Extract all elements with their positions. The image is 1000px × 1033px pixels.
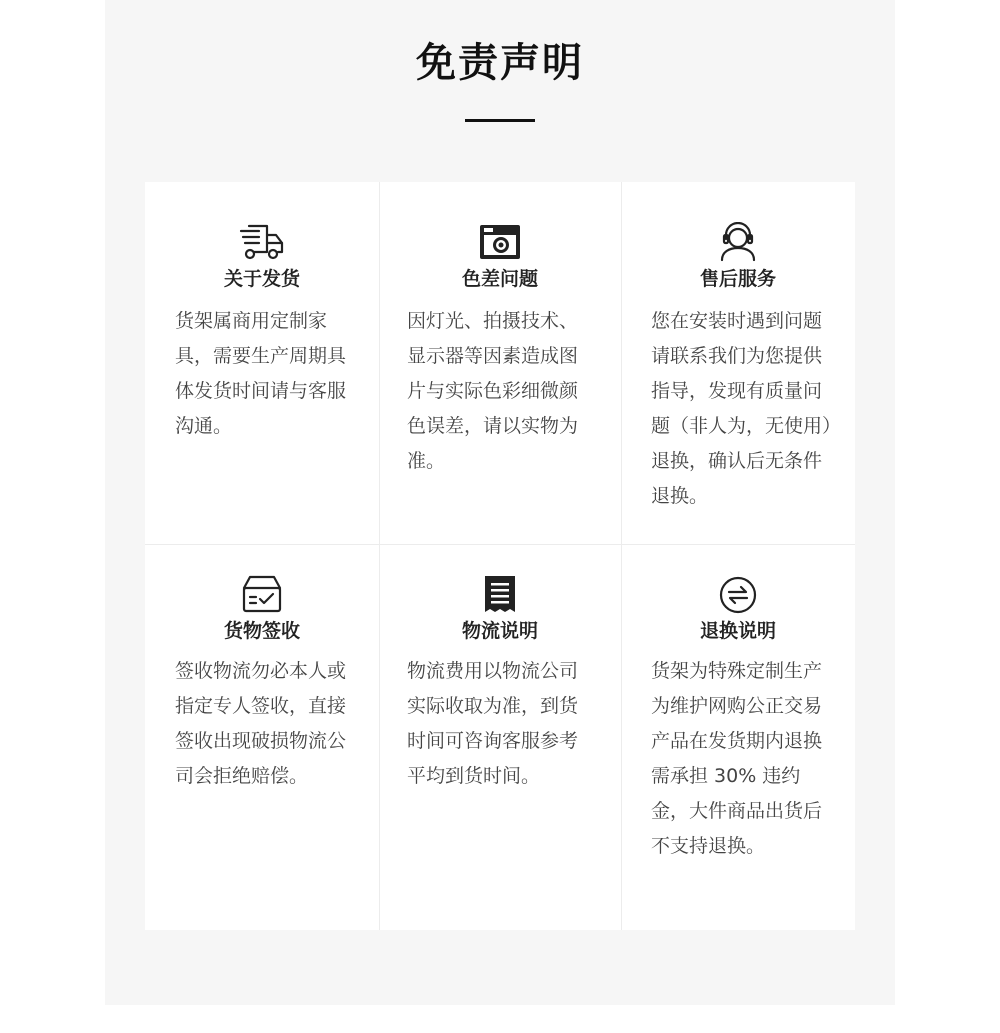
card-body: 您在安装时遇到问题请联系我们为您提供指导，发现有质量问题（非人为，无使用）退换，确认后无条件退换。 xyxy=(651,310,832,507)
card-title: 货物签收 xyxy=(223,620,300,642)
card-goods-receipt xyxy=(145,544,379,930)
card-body: 签收物流勿必本人或指定专人签收，直接签收出现破损物流公司会拒绝赔偿。 xyxy=(175,660,347,787)
card-color-difference xyxy=(379,182,621,544)
signed-box-icon xyxy=(145,574,379,618)
card-body: 物流费用以物流公司实际收取为准，到货时间可咨询客服参考平均到货时间。 xyxy=(407,660,579,787)
disclaimer-grid xyxy=(145,182,855,930)
card-title: 色差问题 xyxy=(461,268,538,290)
disclaimer-panel xyxy=(105,0,895,1005)
page-title: 免责声明 xyxy=(416,40,584,86)
card-title: 物流说明 xyxy=(461,620,538,642)
card-shipping xyxy=(145,182,379,544)
card-title: 售后服务 xyxy=(699,268,776,290)
card-body: 因灯光、拍摄技术、显示器等因素造成图片与实际色彩细微颜色误差，请以实物为准。 xyxy=(407,310,579,472)
card-body: 货架属商用定制家具，需要生产周期具体发货时间请与客服沟通。 xyxy=(175,310,347,437)
title-underline xyxy=(465,119,535,122)
card-returns xyxy=(621,544,855,930)
customer-service-headset-icon xyxy=(621,222,855,266)
card-title: 关于发货 xyxy=(223,268,300,290)
card-body: 货架为特殊定制生产为维护网购公正交易产品在发货期内退换需承担 30% 违约金，大件商品出货后不支持退换。 xyxy=(651,660,823,857)
exchange-arrows-icon xyxy=(621,574,855,618)
card-after-sales xyxy=(621,182,855,544)
card-title: 退换说明 xyxy=(699,620,776,642)
receipt-icon xyxy=(379,574,621,618)
delivery-truck-icon xyxy=(145,222,379,266)
card-logistics xyxy=(379,544,621,930)
camera-icon xyxy=(379,222,621,266)
